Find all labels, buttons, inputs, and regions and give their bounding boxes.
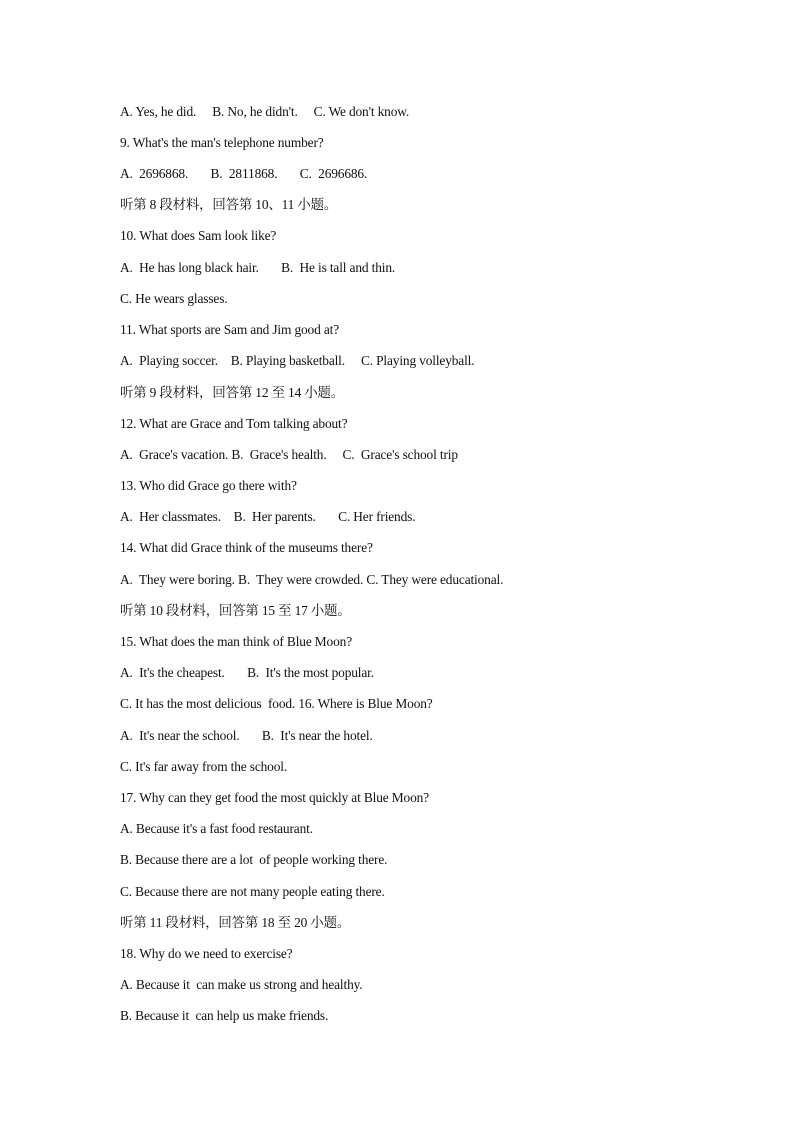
question-10: 10. What does Sam look like? (120, 228, 277, 243)
answer-options-q13: A. Her classmates. B. Her parents. C. Her friends. (120, 509, 416, 524)
answer-option-q17-c: C. Because there are not many people eating there. (120, 884, 385, 899)
question-13: 13. Who did Grace go there with? (120, 478, 297, 493)
question-18: 18. Why do we need to exercise? (120, 946, 293, 961)
section-heading-material-9: 听第 9 段材料，回答第 12 至 14 小题。 (120, 385, 345, 400)
question-11: 11. What sports are Sam and Jim good at? (120, 322, 339, 337)
answer-options-q16-ab: A. It's near the school. B. It's near the hotel. (120, 728, 373, 743)
answer-options-q14: A. They were boring. B. They were crowded. C. They were educational. (120, 572, 504, 587)
answer-options-q15-ab: A. It's the cheapest. B. It's the most popular. (120, 665, 374, 680)
answer-option-q16-c: C. It's far away from the school. (120, 759, 288, 774)
question-14: 14. What did Grace think of the museums there? (120, 540, 373, 555)
answer-option-q18-a: A. Because it can make us strong and healthy. (120, 977, 363, 992)
question-15: 15. What does the man think of Blue Moon? (120, 634, 352, 649)
question-12: 12. What are Grace and Tom talking about? (120, 416, 348, 431)
section-heading-material-8: 听第 8 段材料，回答第 10、11 小题。 (120, 197, 338, 212)
answer-option-q18-b: B. Because it can help us make friends. (120, 1008, 329, 1023)
answer-option-q17-b: B. Because there are a lot of people working there. (120, 852, 388, 867)
question-9: 9. What's the man's telephone number? (120, 135, 324, 150)
answer-option-q10-c: C. He wears glasses. (120, 291, 228, 306)
section-heading-material-10: 听第 10 段材料，回答第 15 至 17 小题。 (120, 603, 351, 618)
question-17: 17. Why can they get food the most quickly at Blue Moon? (120, 790, 429, 805)
answer-options-q11: A. Playing soccer. B. Playing basketball. C. Playing volleyball. (120, 353, 475, 368)
section-heading-material-11: 听第 11 段材料，回答第 18 至 20 小题。 (120, 915, 351, 930)
answer-option-q17-a: A. Because it's a fast food restaurant. (120, 821, 313, 836)
answer-option-q15-c-question-16: C. It has the most delicious food. 16. Where is Blue Moon? (120, 696, 433, 711)
answer-options-q8: A. Yes, he did. B. No, he didn't. C. We don't know. (120, 104, 410, 119)
answer-options-q9: A. 2696868. B. 2811868. C. 2696686. (120, 166, 368, 181)
answer-options-q12: A. Grace's vacation. B. Grace's health. C. Grace's school trip (120, 447, 458, 462)
answer-options-q10-ab: A. He has long black hair. B. He is tall and thin. (120, 260, 396, 275)
